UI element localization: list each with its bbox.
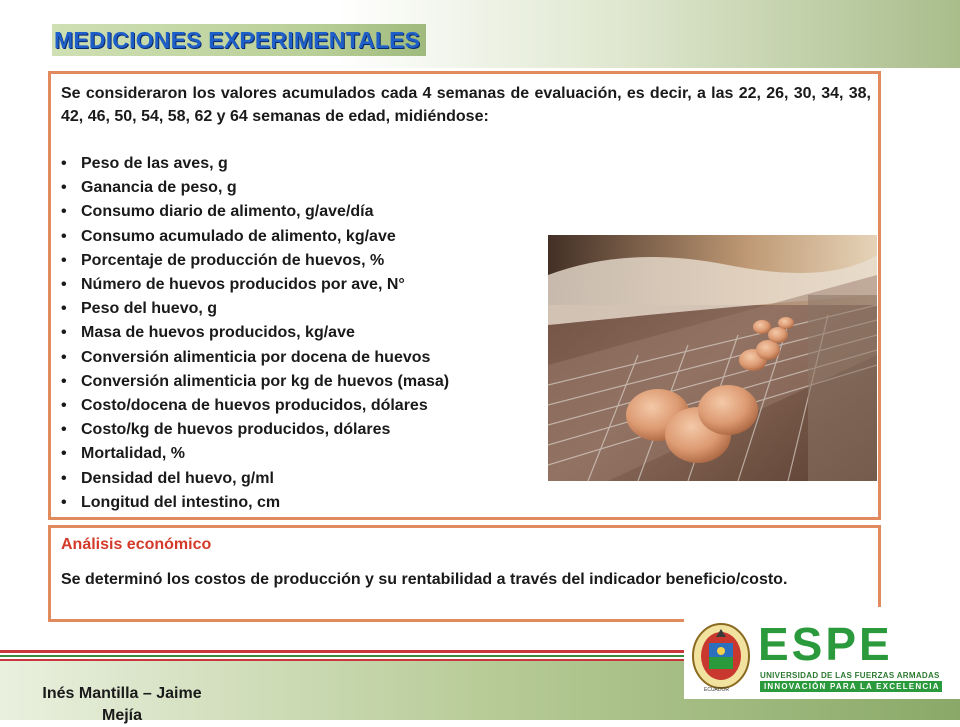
university-crest-icon xyxy=(690,621,752,691)
espe-logo xyxy=(684,607,960,699)
economic-analysis-title: Análisis económico xyxy=(61,536,212,553)
measurement-item xyxy=(61,176,449,200)
bullet-dot: • xyxy=(61,445,67,463)
footer-rule-red xyxy=(0,650,684,653)
bullet-dot: • xyxy=(61,324,67,342)
eggs-in-cage-image xyxy=(548,235,877,481)
measurement-item xyxy=(61,418,449,442)
bullet-dot: • xyxy=(61,203,67,221)
author-names: Inés Mantilla – Jaime Mejía xyxy=(42,685,202,724)
measurement-label: Densidad del huevo, g/ml xyxy=(81,469,274,487)
measurement-item xyxy=(61,152,449,176)
measurement-item xyxy=(61,394,449,418)
measurements-list xyxy=(61,152,449,515)
bullet-dot: • xyxy=(61,372,67,390)
bullet-dot: • xyxy=(61,276,67,294)
measurement-label: Longitud del intestino, cm xyxy=(81,493,281,511)
measurement-label: Consumo acumulado de alimento, kg/ave xyxy=(81,227,396,245)
crest-label: ECUADOR xyxy=(704,687,730,693)
measurement-label: Ganancia de peso, g xyxy=(81,179,237,197)
espe-university-name: UNIVERSIDAD DE LAS FUERZAS ARMADAS xyxy=(760,671,940,680)
measurement-item xyxy=(61,273,449,297)
bullet-dot: • xyxy=(61,251,67,269)
measurement-item xyxy=(61,467,449,491)
bullet-dot: • xyxy=(61,227,67,245)
measurement-label: Costo/docena de huevos producidos, dólares xyxy=(81,397,428,415)
bullet-dot: • xyxy=(61,300,67,318)
measurement-item xyxy=(61,491,449,515)
measurement-label: Costo/kg de huevos producidos, dólares xyxy=(81,421,391,439)
measurement-item xyxy=(61,370,449,394)
measurement-item xyxy=(61,321,449,345)
measurement-label: Número de huevos producidos por ave, N° xyxy=(81,276,405,294)
measurement-label: Peso del huevo, g xyxy=(81,300,218,318)
measurement-label: Peso de las aves, g xyxy=(81,155,228,172)
bullet-dot: • xyxy=(61,348,67,366)
economic-analysis-text: Se determinó los costos de producción y su rentabilidad a través del indicador beneficio/costo. xyxy=(61,571,788,588)
measurement-item xyxy=(61,442,449,466)
measurement-label: Conversión alimenticia por kg de huevos (masa) xyxy=(81,372,450,390)
measurement-label: Conversión alimenticia por docena de huevos xyxy=(81,348,431,366)
footer-rule-green xyxy=(0,655,684,657)
measurement-item xyxy=(61,249,449,273)
measurement-item xyxy=(61,200,449,224)
espe-slogan: INNOVACIÓN PARA LA EXCELENCIA xyxy=(764,682,940,691)
eggs-photo xyxy=(548,235,877,481)
bullet-dot: • xyxy=(61,397,67,415)
bullet-dot: • xyxy=(61,155,67,172)
bullet-dot: • xyxy=(61,493,67,511)
espe-wordmark: ESPE xyxy=(758,618,893,670)
measurement-item xyxy=(61,346,449,370)
intro-paragraph: Se consideraron los valores acumulados cada 4 semanas de evaluación, es decir, a las 22, 26, 30, 34, 38, 42, 46, 50, 54, 58, 62 y 64 semanas de edad, midiéndose: xyxy=(61,85,871,125)
measurement-item xyxy=(61,225,449,249)
measurement-item xyxy=(61,297,449,321)
bullet-dot: • xyxy=(61,179,67,197)
slide-title: MEDICIONES EXPERIMENTALES xyxy=(52,24,426,56)
measurement-label: Porcentaje de producción de huevos, % xyxy=(81,251,385,269)
bullet-dot: • xyxy=(61,421,67,439)
bullet-dot: • xyxy=(61,469,67,487)
measurement-label: Mortalidad, % xyxy=(81,445,186,463)
measurement-label: Masa de huevos producidos, kg/ave xyxy=(81,324,355,342)
measurement-label: Consumo diario de alimento, g/ave/día xyxy=(81,203,374,221)
